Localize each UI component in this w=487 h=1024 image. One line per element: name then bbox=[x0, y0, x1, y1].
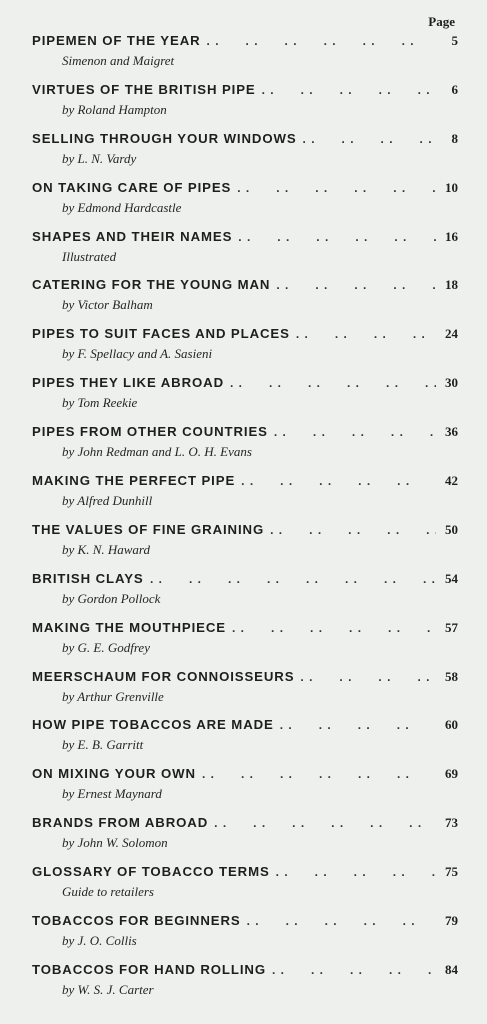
entry-page-number: 5 bbox=[451, 33, 458, 48]
contents-entry bbox=[32, 375, 458, 424]
entry-title-line bbox=[32, 913, 458, 933]
contents-entry bbox=[32, 180, 458, 229]
contents-entry bbox=[32, 620, 458, 669]
dot-leader bbox=[232, 621, 436, 635]
entry-title-line bbox=[32, 229, 458, 249]
entry-title-line bbox=[32, 82, 458, 102]
entry-title-line bbox=[32, 571, 458, 591]
entry-title: ON MIXING YOUR OWN bbox=[32, 766, 196, 782]
entry-byline: by Victor Balham bbox=[62, 297, 153, 313]
entry-title-line bbox=[32, 180, 458, 200]
entry-title-line bbox=[32, 131, 458, 151]
dot-leader bbox=[202, 767, 436, 781]
entry-title: BRITISH CLAYS bbox=[32, 570, 144, 586]
dot-leader bbox=[303, 132, 436, 146]
entry-byline: by Alfred Dunhill bbox=[62, 493, 153, 509]
entry-byline: by E. B. Garritt bbox=[62, 737, 144, 753]
entry-byline: by Ernest Maynard bbox=[62, 786, 162, 802]
entry-page-number: 60 bbox=[445, 717, 458, 733]
entry-title-line bbox=[32, 717, 458, 737]
entry-byline: by W. S. J. Carter bbox=[62, 981, 154, 997]
dot-leader bbox=[262, 83, 436, 97]
entry-page-number: 18 bbox=[445, 277, 458, 293]
dot-leader bbox=[247, 914, 436, 928]
entry-title-line bbox=[32, 326, 458, 346]
dot-leader bbox=[238, 230, 436, 244]
contents-entry bbox=[32, 82, 458, 131]
entry-byline: Illustrated bbox=[62, 248, 117, 264]
entry-title-line bbox=[32, 424, 458, 444]
entry-title: HOW PIPE TOBACCOS ARE MADE bbox=[32, 717, 274, 733]
entry-page-number: 57 bbox=[445, 619, 458, 635]
entry-byline: by Gordon Pollock bbox=[62, 590, 161, 606]
contents-entry bbox=[32, 277, 458, 326]
dot-leader bbox=[276, 278, 436, 292]
entry-page-number: 79 bbox=[445, 913, 458, 929]
entry-byline: by John W. Solomon bbox=[62, 835, 168, 851]
entry-page-number: 84 bbox=[445, 961, 458, 977]
contents-entry bbox=[32, 571, 458, 620]
entry-title: MAKING THE MOUTHPIECE bbox=[32, 619, 227, 635]
contents-entry bbox=[32, 962, 458, 1011]
entry-byline: by Arthur Grenville bbox=[62, 688, 164, 704]
dot-leader bbox=[270, 523, 436, 537]
contents-entry bbox=[32, 229, 458, 278]
contents-entry bbox=[32, 669, 458, 718]
contents-entry bbox=[32, 473, 458, 522]
entry-title-line bbox=[32, 962, 458, 982]
entry-title: SELLING THROUGH YOUR WINDOWS bbox=[32, 130, 297, 146]
entry-page-number: 75 bbox=[445, 864, 458, 880]
entry-byline: Guide to retailers bbox=[62, 884, 154, 900]
entry-byline: by Edmond Hardcastle bbox=[62, 199, 182, 215]
entry-page-number: 10 bbox=[445, 179, 458, 195]
contents-entry bbox=[32, 815, 458, 864]
contents-entry bbox=[32, 326, 458, 375]
entry-title: VIRTUES OF THE BRITISH PIPE bbox=[32, 81, 256, 97]
dot-leader bbox=[300, 670, 436, 684]
dot-leader bbox=[207, 34, 436, 48]
entry-page-number: 42 bbox=[445, 473, 458, 489]
contents-entry bbox=[32, 131, 458, 180]
dot-leader bbox=[272, 963, 436, 977]
dot-leader bbox=[296, 327, 436, 341]
entry-title: PIPES FROM OTHER COUNTRIES bbox=[32, 424, 268, 440]
entry-byline: by G. E. Godfrey bbox=[62, 639, 150, 655]
entry-byline: by John Redman and L. O. H. Evans bbox=[62, 444, 252, 460]
entry-byline: by Tom Reekie bbox=[62, 395, 138, 411]
entry-title-line bbox=[32, 766, 458, 786]
entry-byline: by K. N. Haward bbox=[62, 541, 150, 557]
contents-entry bbox=[32, 717, 458, 766]
dot-leader bbox=[280, 718, 436, 732]
dot-leader bbox=[230, 376, 436, 390]
entry-title-line bbox=[32, 864, 458, 884]
entry-page-number: 69 bbox=[445, 766, 458, 782]
contents-entry bbox=[32, 913, 458, 962]
dot-leader bbox=[276, 865, 436, 879]
entry-title-line bbox=[32, 375, 458, 395]
entry-byline: by L. N. Vardy bbox=[62, 150, 137, 166]
entry-byline: Simenon and Maigret bbox=[62, 53, 175, 68]
dot-leader bbox=[214, 816, 436, 830]
entry-title: PIPES TO SUIT FACES AND PLACES bbox=[32, 326, 290, 342]
entry-title: BRANDS FROM ABROAD bbox=[32, 815, 209, 831]
entry-title: PIPEMEN OF THE YEAR bbox=[32, 33, 201, 48]
dot-leader bbox=[274, 425, 436, 439]
dot-leader bbox=[150, 572, 436, 586]
entry-title: ON TAKING CARE OF PIPES bbox=[32, 179, 232, 195]
contents-entry bbox=[32, 766, 458, 815]
entry-page-number: 8 bbox=[451, 130, 458, 146]
entry-title: THE VALUES OF FINE GRAINING bbox=[32, 521, 265, 537]
entry-title: TOBACCOS FOR HAND ROLLING bbox=[32, 961, 266, 977]
contents-entry bbox=[32, 864, 458, 913]
entry-title: MAKING THE PERFECT PIPE bbox=[32, 473, 236, 489]
entry-title: PIPES THEY LIKE ABROAD bbox=[32, 375, 224, 391]
entry-title: CATERING FOR THE YOUNG MAN bbox=[32, 277, 271, 293]
entry-title: MEERSCHAUM FOR CONNOISSEURS bbox=[32, 668, 295, 684]
page-column-header: Page bbox=[428, 14, 455, 29]
entry-title-line bbox=[32, 815, 458, 835]
entry-title: TOBACCOS FOR BEGINNERS bbox=[32, 913, 241, 929]
entry-page-number: 36 bbox=[445, 424, 458, 440]
entry-page-number: 30 bbox=[445, 375, 458, 391]
dot-leader bbox=[237, 181, 436, 195]
contents-entry bbox=[32, 33, 458, 82]
entry-title-line bbox=[32, 522, 458, 542]
entry-page-number: 50 bbox=[445, 521, 458, 537]
entry-page-number: 58 bbox=[445, 668, 458, 684]
entry-page-number: 73 bbox=[445, 815, 458, 831]
entry-page-number: 6 bbox=[451, 81, 458, 97]
entry-byline: by Roland Hampton bbox=[62, 101, 167, 117]
entry-page-number: 16 bbox=[445, 228, 458, 244]
entry-title: SHAPES AND THEIR NAMES bbox=[32, 228, 233, 244]
contents-entry bbox=[32, 522, 458, 571]
entry-title-line bbox=[32, 620, 458, 640]
contents-entry bbox=[32, 424, 458, 473]
entry-title: GLOSSARY OF TOBACCO TERMS bbox=[32, 864, 270, 880]
entry-page-number: 24 bbox=[445, 326, 458, 342]
contents-list bbox=[32, 33, 458, 1011]
dot-leader bbox=[241, 474, 436, 488]
entry-title-line bbox=[32, 473, 458, 493]
entry-page-number: 54 bbox=[445, 570, 458, 586]
entry-title-line bbox=[32, 277, 458, 297]
entry-title-line bbox=[32, 669, 458, 689]
entry-byline: by J. O. Collis bbox=[62, 933, 137, 949]
entry-title-line bbox=[32, 33, 458, 53]
entry-byline: by F. Spellacy and A. Sasieni bbox=[62, 346, 213, 362]
